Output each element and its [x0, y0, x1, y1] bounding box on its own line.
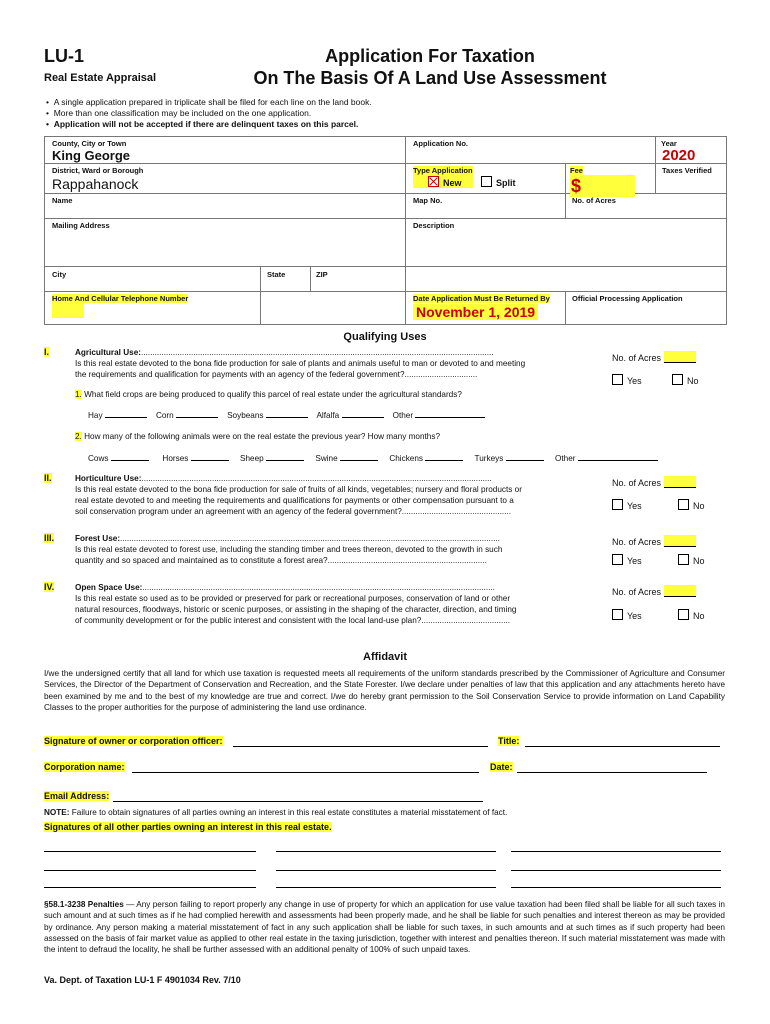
agri-no-checkbox[interactable]: No: [672, 374, 699, 386]
signature-line[interactable]: [511, 851, 721, 852]
crops-question: 1. What field crops are being produced to qualify this parcel of real estate under the agricultural standards?: [75, 390, 462, 399]
year-label: Year: [661, 139, 677, 148]
official-processing-label: Official Processing Application: [572, 294, 683, 303]
checkbox-icon: [678, 609, 689, 620]
form-id: LU-1: [44, 46, 84, 66]
checkbox-icon: [678, 499, 689, 510]
description-label: Description: [413, 221, 455, 230]
phone-label: Home And Cellular Telephone Number: [52, 294, 189, 303]
qualifying-uses-heading: Qualifying Uses: [343, 331, 427, 343]
fee-field[interactable]: $: [570, 175, 635, 197]
horticulture-use-text: Horticulture Use:.......................................................................................................................................................... Is this real estate devoted to the bona fide production for sale of fruits of all kinds, vegetables; nursery and floral products or real estate devoted to and meeting the requirements and qualifications for payments or other compensation pursuant to a soil conservation program under an agreement with an agency of the federal government?................................................: [75, 474, 522, 516]
instruction-item: • A single application prepared in triplicate shall be filed for each line on the land book.: [46, 97, 372, 107]
email-line[interactable]: [113, 801, 483, 802]
name-label: Name: [52, 196, 73, 205]
corn-field[interactable]: [176, 408, 218, 418]
acres-label: No. of Acres: [572, 196, 616, 205]
cows-field[interactable]: [111, 451, 149, 461]
application-no-label: Application No.: [413, 139, 468, 148]
signature-line[interactable]: [44, 870, 256, 871]
city-label: City: [52, 270, 67, 279]
agri-yes-checkbox[interactable]: Yes: [612, 374, 642, 386]
other-signatures-label: Signatures of all other parties owning an interest in this real estate.: [44, 822, 332, 832]
forest-yes-checkbox[interactable]: Yes: [612, 554, 642, 566]
checkbox-icon: [672, 374, 683, 385]
signature-line[interactable]: [44, 851, 256, 852]
title-line[interactable]: [525, 746, 720, 747]
horses-field[interactable]: [191, 451, 229, 461]
swine-field[interactable]: [340, 451, 378, 461]
section-number: I.: [44, 347, 50, 357]
email-label: Email Address:: [44, 791, 110, 801]
crops-list: Hay Corn Soybeans Alfalfa Other: [88, 408, 485, 421]
open-acres: No. of Acres: [612, 585, 696, 597]
page-title-line2: On The Basis Of A Land Use Assessment: [253, 68, 607, 88]
signature-label: Signature of owner or corporation officer:: [44, 736, 223, 746]
instructions-list: [46, 97, 372, 130]
form-footer: Va. Dept. of Taxation LU-1 F 4901034 Rev. 7/10: [44, 975, 241, 985]
title-label: Title:: [498, 736, 520, 746]
mailing-address-label: Mailing Address: [52, 221, 110, 230]
open-yes-checkbox[interactable]: Yes: [612, 609, 642, 621]
forest-no-checkbox[interactable]: No: [678, 554, 705, 566]
checkbox-icon: [612, 554, 623, 565]
open-space-use-text: Open Space Use:........................................................................................................................................................... Is this real estate so used as to be provided or preserved for park or recreational purposes, conservation of land or other natural resources, floodways, historic or scenic purposes, or assisting in the shaping of the character, direction, and timing of community development or for the public interest and consistent with the local land-use plan?.......................................: [75, 583, 517, 625]
map-no-label: Map No.: [413, 196, 443, 205]
date-return-field[interactable]: November 1, 2019: [413, 304, 538, 320]
agri-acres: No. of Acres: [612, 351, 696, 363]
checkbox-icon: [481, 176, 492, 187]
district-field[interactable]: Rappahanock: [52, 176, 139, 192]
hort-acres-field[interactable]: [664, 476, 696, 488]
checkbox-icon: [678, 554, 689, 565]
county-field[interactable]: King George: [52, 148, 131, 163]
signature-line[interactable]: [276, 887, 496, 888]
signature-line[interactable]: [511, 887, 721, 888]
other-animal-field[interactable]: [578, 451, 658, 461]
district-label: District, Ward or Borough: [52, 166, 144, 175]
animals-question: 2. How many of the following animals were on the real estate the previous year? How many months?: [75, 432, 441, 441]
section-number: III.: [44, 533, 55, 543]
section-number: IV.: [44, 582, 55, 592]
year-field[interactable]: 2020: [662, 147, 696, 164]
county-label: County, City or Town: [52, 139, 127, 148]
phone-field[interactable]: [52, 303, 84, 318]
turkeys-field[interactable]: [506, 451, 544, 461]
forest-use-text: Forest Use:....................................................................................................................................................................... Is this real estate devoted to forest use, including the standing timber and trees thereon, devoted to the growth in such quantity and so spaced and maintained as to constitute a forest area?......................................................................: [75, 534, 503, 565]
penalties-text: §58.1-3238 Penalties — Any person failing to report properly any change in use of property for which an application for use value taxation had been filed shall be liable for all such taxes in such amount and at such times as if he had complied herewith and assessments had been properly made, and he shall be liable for such penalties and interest thereon as may be provided by ordinance. Any person making a material misstatement of fact in any such application shall be liable for such taxes, in such amounts and at such times as if such property had been assessed on the basis of fair market value as applied to other real estate in the taxing jurisdiction, together with interest and penalties thereon. If such material misstatement was made with the intent to defraud the locality, he shall be further assessed with an additional penalty of 100% of such unpaid taxes.: [44, 900, 725, 955]
instruction-item: • Application will not be accepted if there are delinquent taxes on this parcel.: [46, 119, 359, 129]
hort-acres: No. of Acres: [612, 476, 696, 488]
section-number: II.: [44, 473, 52, 483]
instruction-item: • More than one classification may be included on the one application.: [46, 108, 312, 118]
checkbox-icon: [612, 374, 623, 385]
hort-no-checkbox[interactable]: No: [678, 499, 705, 511]
agri-acres-field[interactable]: [664, 351, 696, 363]
zip-label: ZIP: [316, 270, 328, 279]
affidavit-text: I/we the undersigned certify that all land for which use taxation is requested meets all requirements of the uniform standards prescribed by the Commissioner of Agriculture and Consumer Services, the Director of the Department of Conservation and Recreation, and the State Forester. I/we declare under penalties of law that this application and any attachments hereto have been examined by me and to the best of my knowledge are true and correct. I/we do hereby grant permission to the Soil Conservation Service to provide information on Land Capability Classes to the proper authorities for the purpose of administering the land use ordinance.: [44, 669, 725, 712]
form-subtitle: Real Estate Appraisal: [44, 72, 157, 84]
sheep-field[interactable]: [266, 451, 304, 461]
signature-line[interactable]: [276, 870, 496, 871]
corporation-label: Corporation name:: [44, 762, 125, 772]
signature-line[interactable]: [276, 851, 496, 852]
forest-acres: No. of Acres: [612, 535, 696, 547]
other-crop-field[interactable]: [415, 408, 485, 418]
checkbox-icon: [612, 499, 623, 510]
type-split-checkbox[interactable]: Split: [481, 176, 516, 188]
forest-acres-field[interactable]: [664, 535, 696, 547]
animals-list: Cows Horses Sheep Swine Chickens Turkeys Other: [88, 451, 658, 464]
signature-line[interactable]: [44, 887, 256, 888]
corporation-line[interactable]: [132, 772, 479, 773]
page-title: Application For Taxation: [325, 46, 535, 66]
type-application-label: Type Application: [413, 166, 473, 175]
fee-label: Fee: [570, 166, 583, 175]
soybeans-field[interactable]: [266, 408, 308, 418]
signature-line[interactable]: [233, 746, 488, 747]
affidavit-heading: Affidavit: [363, 651, 407, 663]
checked-checkbox-icon: [428, 176, 439, 187]
checkbox-icon: [612, 609, 623, 620]
taxes-verified-label: Taxes Verified: [662, 166, 712, 175]
date-label: Date:: [490, 762, 513, 772]
agricultural-use-text: Agricultural Use:........................................................................................................................................................... Is this real estate devoted to the bona fide production for sale of plants and animals useful to man or devoted to and meeting the requirements and qualification for payments with an agency of the federal government?................................: [75, 348, 526, 379]
open-acres-field[interactable]: [664, 585, 696, 597]
alfalfa-field[interactable]: [342, 408, 384, 418]
type-new-checkbox[interactable]: New: [428, 176, 462, 188]
state-label: State: [267, 270, 286, 279]
hort-yes-checkbox[interactable]: Yes: [612, 499, 642, 511]
date-line[interactable]: [517, 772, 707, 773]
open-no-checkbox[interactable]: No: [678, 609, 705, 621]
signature-line[interactable]: [511, 870, 721, 871]
hay-field[interactable]: [105, 408, 147, 418]
date-return-label: Date Application Must Be Returned By: [413, 294, 550, 303]
note-text: NOTE: Failure to obtain signatures of all parties owning an interest in this real estate constitutes a material misstatement of fact.: [44, 808, 508, 817]
chickens-field[interactable]: [425, 451, 463, 461]
